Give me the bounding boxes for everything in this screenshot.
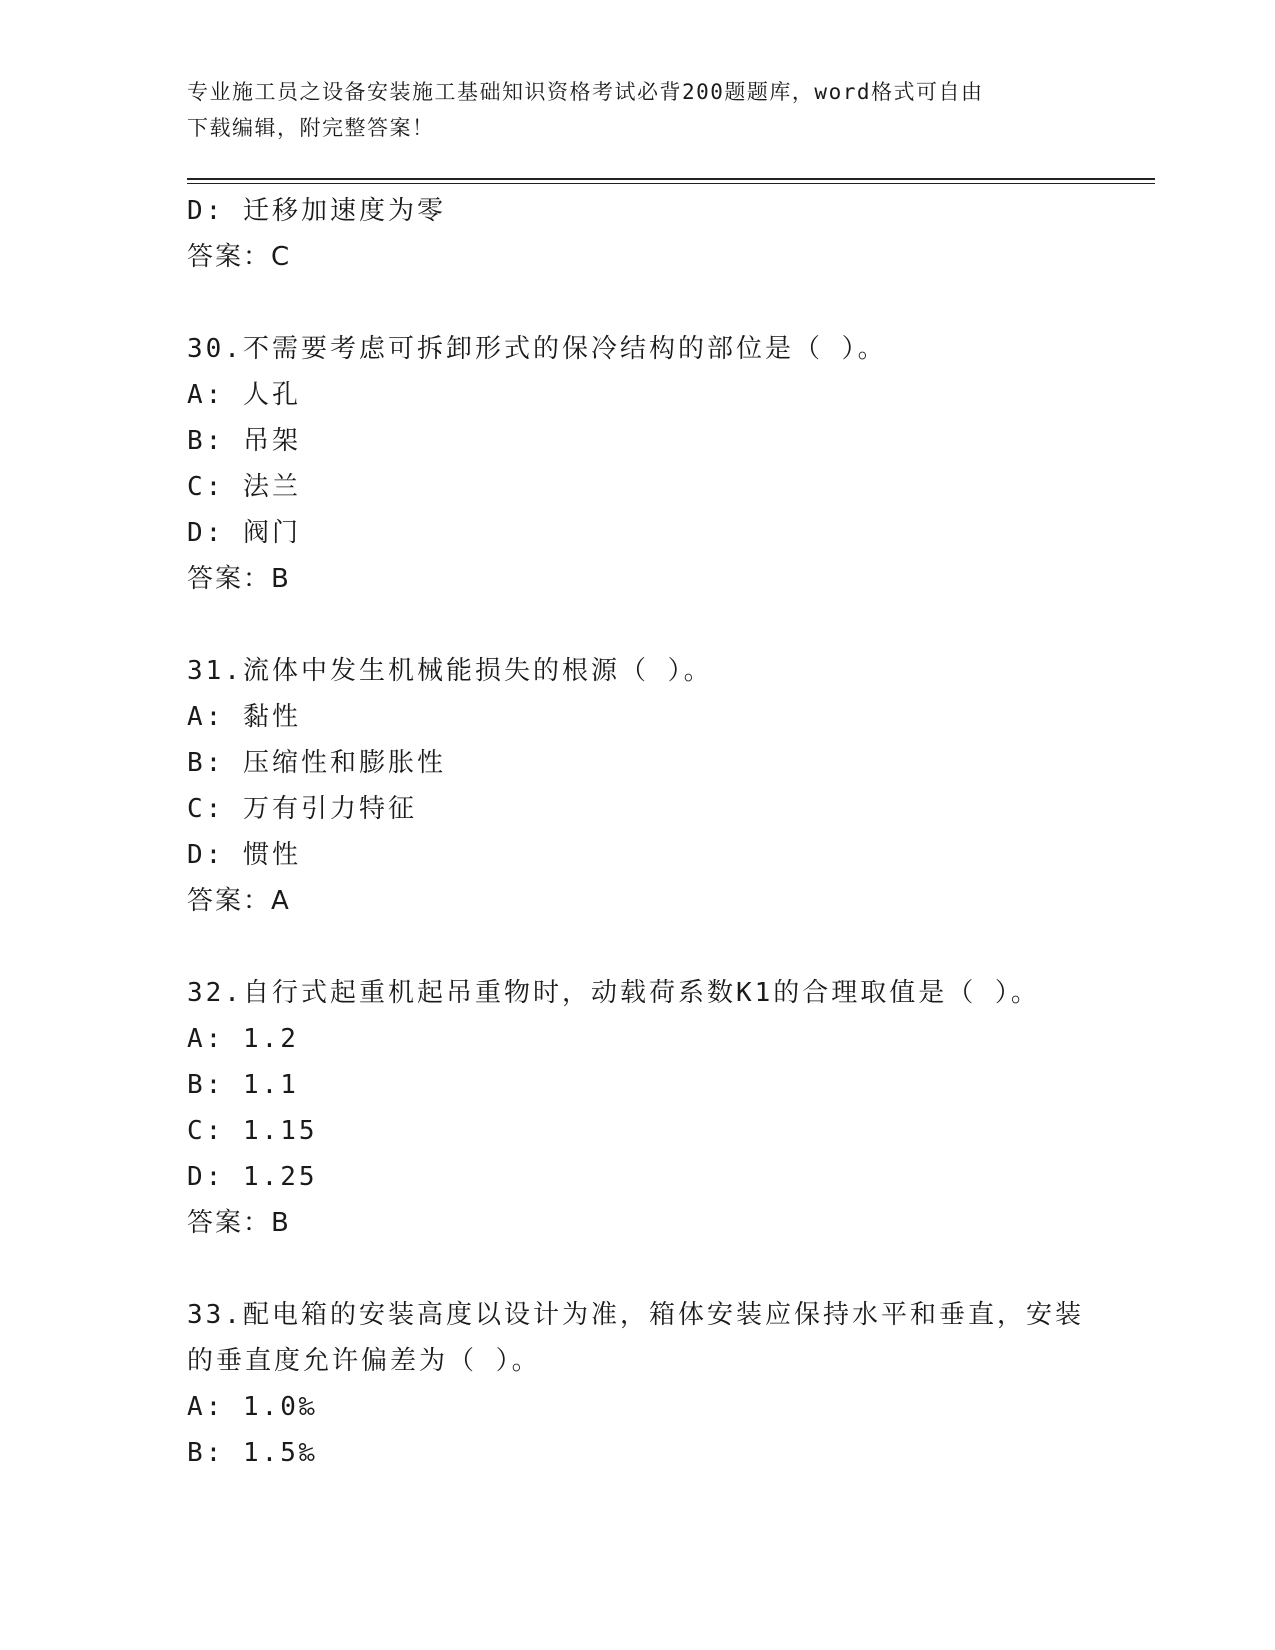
answer-line: 答案：B — [187, 564, 291, 594]
document-header — [187, 74, 1087, 146]
answer-line: 答案：C — [187, 242, 292, 272]
question-block — [187, 326, 1087, 602]
option-a: A: 1.2 — [187, 1024, 299, 1054]
option-b: B: 压缩性和膨胀性 — [187, 748, 446, 778]
question-block — [187, 1292, 1087, 1476]
option-b: B: 1.1 — [187, 1070, 299, 1100]
option-b: B: 1.5‰ — [187, 1438, 318, 1468]
option-d: D: 迁移加速度为零 — [187, 196, 446, 226]
spacer — [187, 924, 1087, 970]
question-block — [187, 970, 1087, 1246]
option-a: A: 1.0‰ — [187, 1392, 318, 1422]
option-b: B: 吊架 — [187, 426, 301, 456]
spacer — [187, 1246, 1087, 1292]
option-a: A: 黏性 — [187, 702, 301, 732]
spacer — [187, 280, 1087, 326]
answer-line: 答案：A — [187, 886, 291, 916]
header-title-line-2: 下载编辑，附完整答案！ — [187, 116, 435, 140]
question-stem-continued: 的垂直度允许偏差为（ ）。 — [187, 1346, 541, 1376]
option-c: C: 1.15 — [187, 1116, 318, 1146]
question-stem: 32.自行式起重机起吊重物时，动载荷系数K1的合理取值是（ ）。 — [187, 978, 1040, 1008]
option-d: D: 阀门 — [187, 518, 301, 548]
question-stem: 31.流体中发生机械能损失的根源（ ）。 — [187, 656, 713, 686]
spacer — [187, 602, 1087, 648]
option-d: D: 1.25 — [187, 1162, 318, 1192]
option-c: C: 万有引力特征 — [187, 794, 417, 824]
question-stem: 33.配电箱的安装高度以设计为准，箱体安装应保持水平和垂直，安装 — [187, 1300, 1084, 1330]
header-divider-thick — [187, 178, 1155, 180]
question-block — [187, 648, 1087, 924]
question-list — [187, 188, 1087, 1476]
option-a: A: 人孔 — [187, 380, 301, 410]
question-stem: 30.不需要考虑可拆卸形式的保冷结构的部位是（ ）。 — [187, 334, 887, 364]
header-title-line-1: 专业施工员之设备安装施工基础知识资格考试必背200题题库，word格式可自由 — [187, 80, 984, 104]
answer-line: 答案：B — [187, 1208, 291, 1238]
header-divider-thin — [187, 183, 1155, 184]
option-d: D: 惯性 — [187, 840, 301, 870]
option-c: C: 法兰 — [187, 472, 301, 502]
